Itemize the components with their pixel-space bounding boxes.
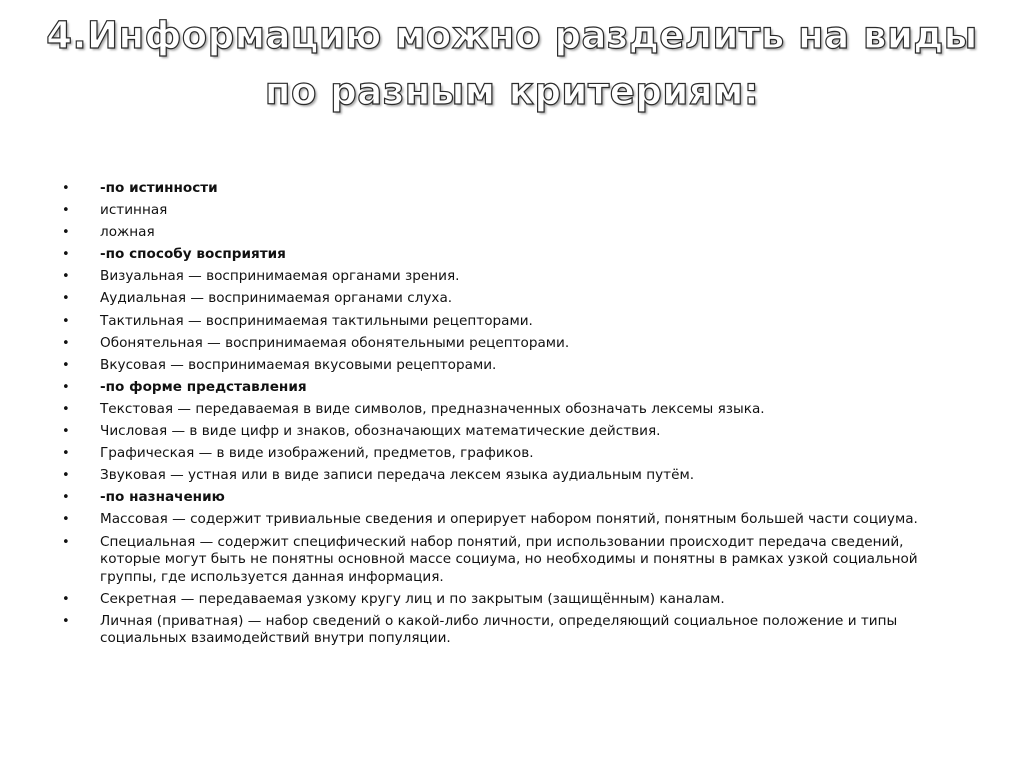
list-item — [62, 335, 942, 353]
bullet-icon: • — [62, 424, 70, 440]
bullet-icon: • — [62, 512, 70, 528]
bullet-icon: • — [62, 247, 70, 263]
list-item-text: Аудиальная — воспринимаемая органами слуха. — [100, 290, 453, 307]
list-item-text: истинная — [100, 202, 168, 219]
list-item-text: Специальная — содержит специфический набор понятий, при использовании происходит передача сведений, которые могут быть не понятны основной массе социума, но необходимы и понятны в рамках узкой социальной группы, где используется данная информация. — [100, 533, 918, 585]
list-item — [62, 379, 942, 397]
list-item-text: Обонятельная — воспринимаемая обонятельными рецепторами. — [100, 334, 570, 351]
bullet-icon: • — [62, 269, 70, 285]
list-item-text: -по назначению — [100, 489, 225, 506]
list-item-text: Графическая — в виде изображений, предметов, графиков. — [100, 445, 534, 462]
list-item — [62, 202, 942, 220]
bullet-icon: • — [62, 225, 70, 241]
list-item-text: Личная (приватная) — набор сведений о какой-либо личности, определяющий социальное положение и типы социальных взаимодействий внутри популяции. — [100, 612, 898, 647]
list-item-text: -по истинности — [100, 180, 218, 196]
list-item — [62, 224, 942, 242]
list-item-text: -по способу восприятия — [100, 246, 286, 263]
list-item — [62, 290, 942, 308]
bullet-icon: • — [62, 357, 70, 373]
list-item-text: Вкусовая — воспринимаемая вкусовыми рецепторами. — [100, 356, 497, 373]
list-item — [62, 401, 942, 419]
bullet-icon: • — [62, 291, 70, 307]
bullet-icon: • — [62, 379, 70, 395]
bullet-icon: • — [62, 313, 70, 329]
list-item — [62, 467, 942, 485]
list-item-text: Секретная — передаваемая узкому кругу лиц и по закрытым (защищённым) каналам. — [100, 590, 725, 607]
list-item — [62, 180, 942, 198]
list-item — [62, 489, 942, 507]
bullet-icon: • — [62, 446, 70, 462]
bullet-icon: • — [62, 490, 70, 506]
list-item-text: Визуальная — воспринимаемая органами зрения. — [100, 268, 460, 285]
list-item — [62, 613, 942, 648]
list-item — [62, 313, 942, 331]
list-item — [62, 511, 942, 529]
list-item-text: Текстовая — передаваемая в виде символов, предназначенных обозначать лексемы языка. — [100, 400, 765, 417]
list-item — [62, 357, 942, 375]
bullet-icon: • — [62, 335, 70, 351]
slide-title-line-1: 4.Информацию можно разделить на виды — [46, 14, 978, 57]
list-item — [62, 246, 942, 264]
bullet-icon: • — [62, 591, 70, 607]
bullet-icon: • — [62, 468, 70, 484]
bullet-list — [62, 180, 942, 652]
list-item — [62, 268, 942, 286]
bullet-icon: • — [62, 181, 70, 196]
slide-title — [40, 8, 984, 120]
list-item — [62, 445, 942, 463]
list-item-text: Тактильная — воспринимаемая тактильными рецепторами. — [100, 312, 533, 329]
bullet-icon: • — [62, 534, 70, 550]
list-item — [62, 423, 942, 441]
list-item — [62, 534, 942, 587]
list-item-text: Массовая — содержит тривиальные сведения и оперирует набором понятий, понятным большей части социума. — [100, 511, 918, 528]
list-item-text: Числовая — в виде цифр и знаков, обозначающих математические действия. — [100, 423, 661, 440]
list-item — [62, 591, 942, 609]
list-item-text: ложная — [100, 224, 155, 241]
bullet-icon: • — [62, 401, 70, 417]
list-item-text: Звуковая — устная или в виде записи передача лексем языка аудиальным путём. — [100, 467, 695, 484]
bullet-icon: • — [62, 613, 70, 629]
list-item-text: -по форме представления — [100, 378, 307, 395]
bullet-icon: • — [62, 203, 70, 219]
slide-title-line-2: по разным критериям: — [264, 70, 760, 113]
